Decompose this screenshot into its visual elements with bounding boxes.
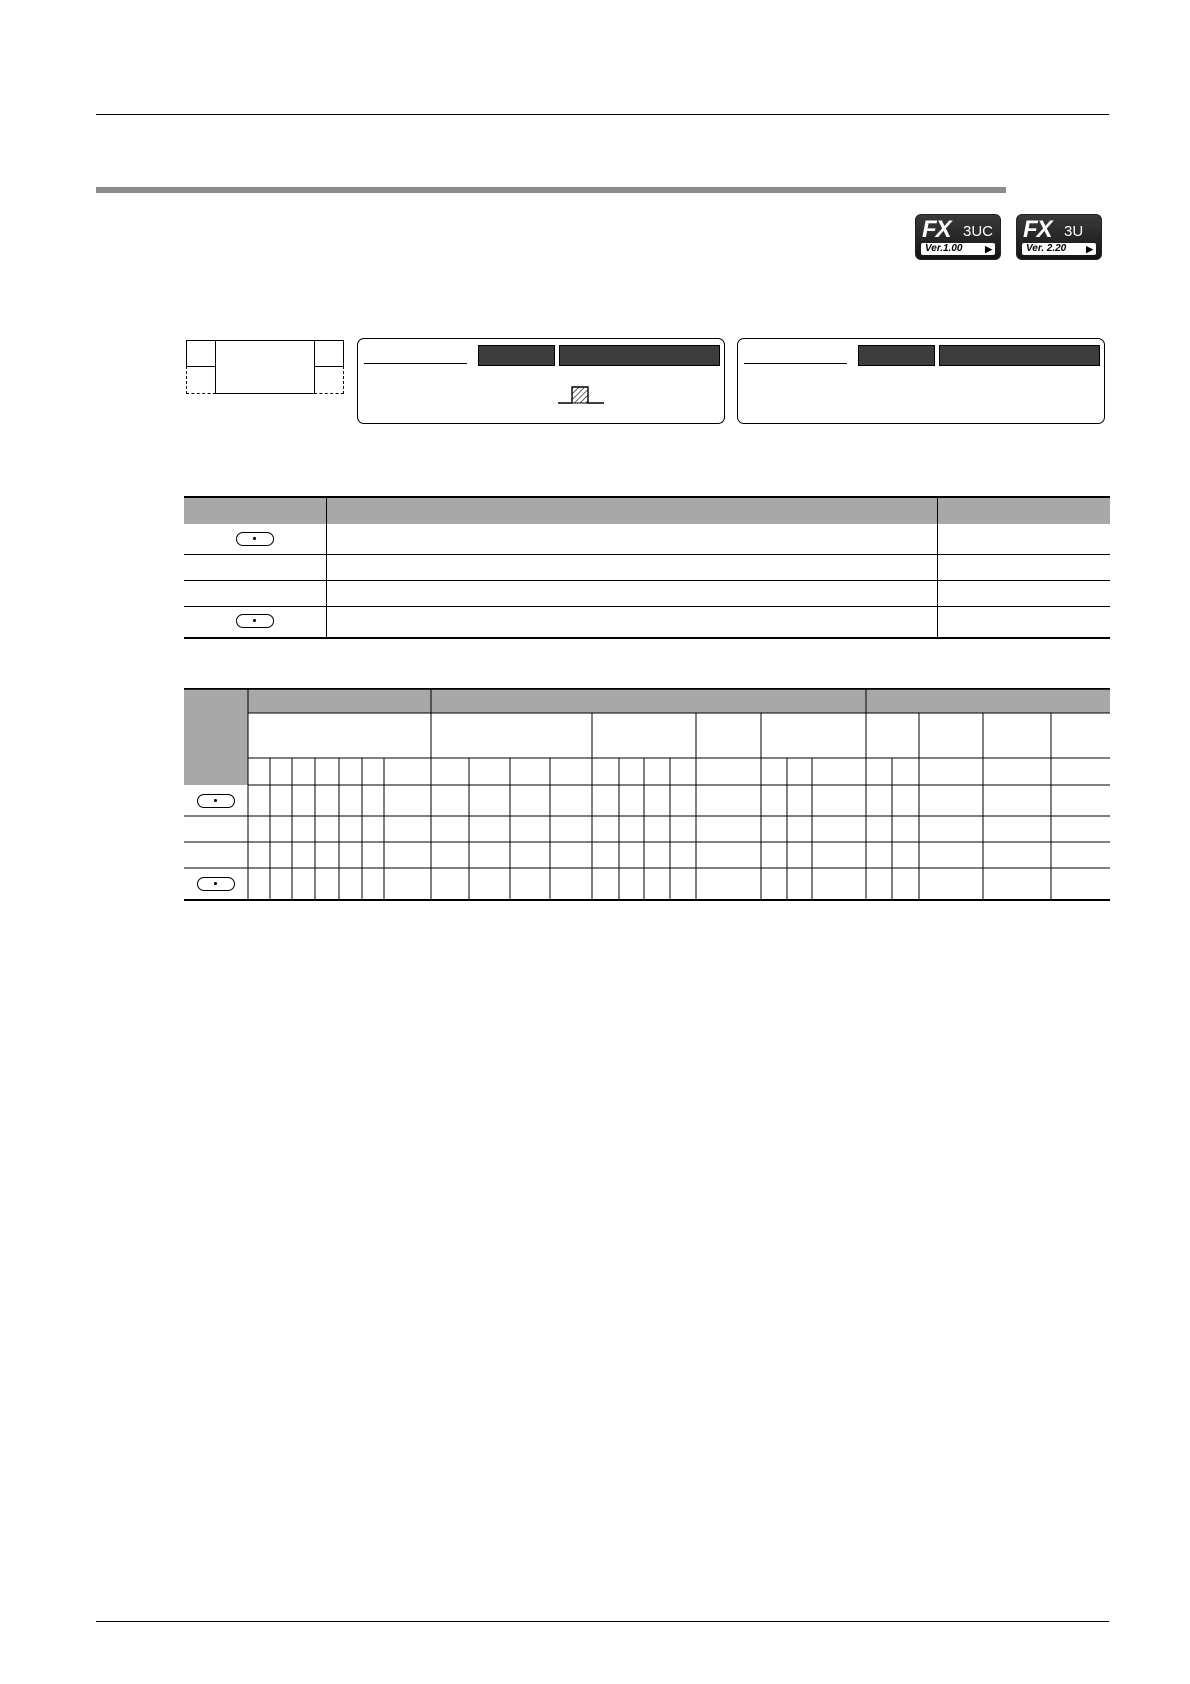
device-table-grid — [184, 688, 1110, 901]
col-divider — [326, 496, 327, 638]
symbol-center-cell — [215, 340, 315, 394]
fx3u-badge — [1016, 214, 1102, 260]
header-rule — [96, 114, 1109, 115]
symbol-right-top-cell — [314, 340, 344, 367]
fx-logo: FX — [1023, 216, 1052, 243]
row-divider — [184, 554, 1110, 555]
row-divider — [184, 606, 1110, 607]
symbol-right-dashed-cell — [314, 366, 344, 394]
operand-destination-icon — [197, 877, 235, 891]
badge-model: 3U — [1064, 223, 1084, 240]
badge-version: Ver.1.00 ▶ — [921, 243, 995, 255]
instruction-info-box-2 — [737, 338, 1105, 424]
instruction-symbol — [186, 340, 344, 394]
operand-table-header — [184, 496, 1110, 524]
pulse-execution-icon — [558, 385, 604, 405]
info-dark-cell-wide — [939, 345, 1100, 366]
info-dark-cell — [478, 345, 555, 366]
info-underline — [744, 363, 847, 364]
badge-model: 3UC — [963, 223, 994, 240]
symbol-left-dashed-cell — [186, 366, 216, 394]
col-divider — [937, 496, 938, 638]
info-dark-cell — [858, 345, 935, 366]
badge-version: Ver. 2.20 ▶ — [1022, 243, 1096, 255]
info-dark-cell-wide — [559, 345, 720, 366]
footer-rule — [96, 1621, 1109, 1622]
info-underline — [364, 363, 467, 364]
row-divider — [184, 580, 1110, 581]
symbol-left-top-cell — [186, 340, 216, 367]
table-bottom-rule — [184, 637, 1110, 639]
operand-destination-icon — [236, 614, 274, 628]
fx-logo: FX — [922, 216, 951, 243]
fx3uc-badge — [915, 214, 1001, 260]
device-table — [184, 688, 1110, 901]
operand-source-icon — [236, 532, 274, 546]
instruction-info-box-1 — [357, 338, 725, 424]
operand-source-icon — [197, 794, 235, 808]
section-title-bar — [96, 187, 1006, 193]
